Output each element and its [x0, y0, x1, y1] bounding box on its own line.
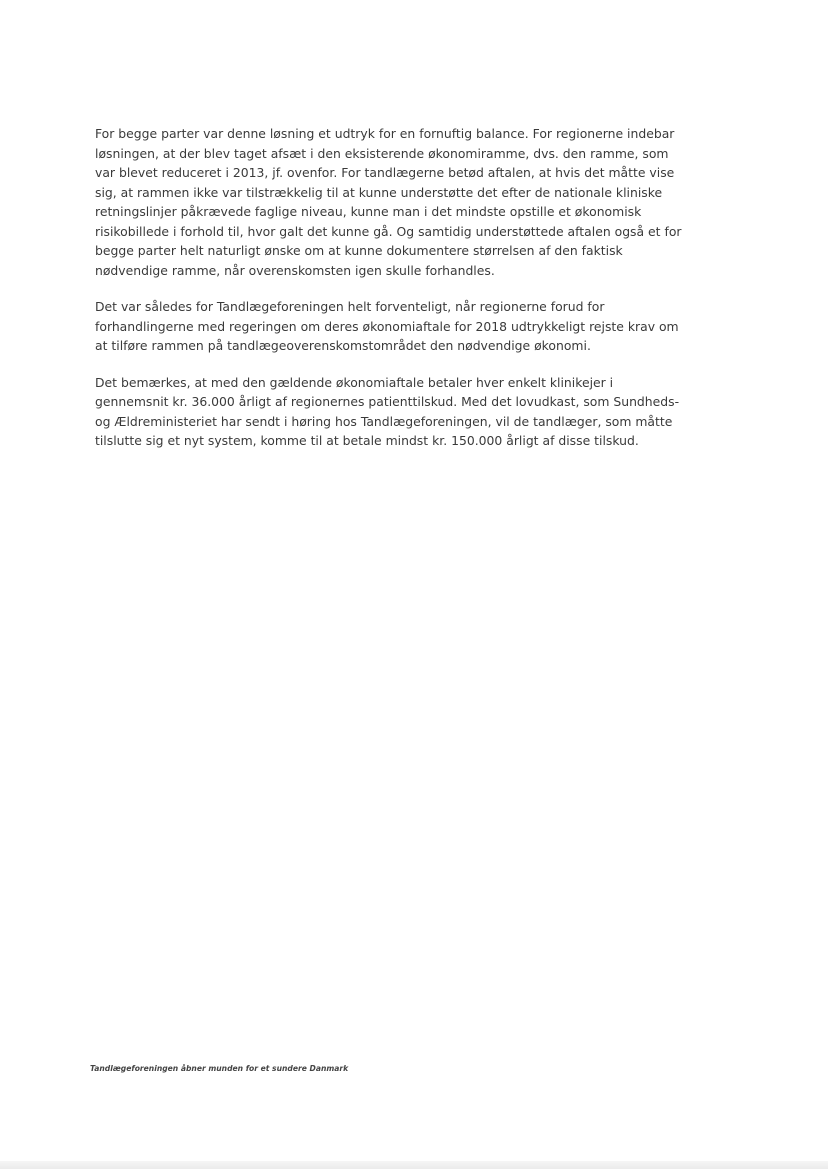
text-line: og Ældreministeriet har sendt i høring hos Tandlægeforeningen, vil de tandlæger, som måtte [95, 413, 673, 429]
paragraph-3 [95, 373, 745, 451]
text-line: risikobillede i forhold til, hvor galt det kunne gå. Og samtidig understøttede aftalen også et for [95, 223, 682, 239]
body-text [95, 124, 745, 468]
text-line: forhandlingerne med regeringen om deres økonomiaftale for 2018 udtrykkeligt rejste krav om [95, 318, 679, 334]
footer-tagline: Tandlægeforeningen åbner munden for et sundere Danmark [90, 1064, 349, 1073]
text-line: nødvendige ramme, når overenskomsten igen skulle forhandles. [95, 262, 495, 278]
text-line: For begge parter var denne løsning et udtryk for en fornuftig balance. For regionerne indebar [95, 126, 675, 141]
text-line: Det bemærkes, at med den gældende økonomiaftale betaler hver enkelt klinikejer i [95, 374, 614, 390]
text-line: begge parter helt naturligt ønske om at kunne dokumentere størrelsen af den faktisk [95, 243, 623, 258]
text-line: at tilføre rammen på tandlægeoverenskomstområdet den nødvendige økonomi. [95, 338, 591, 353]
paragraph-2 [95, 297, 745, 356]
text-line: gennemsnit kr. 36.000 årligt af regionernes patienttilskud. Med det lovudkast, som Sundheds- [95, 394, 680, 409]
text-line: tilslutte sig et nyt system, komme til at betale mindst kr. 150.000 årligt af disse tilskud. [95, 433, 639, 448]
text-line: var blevet reduceret i 2013, jf. ovenfor. For tandlægerne betød aftalen, at hvis det måtte vise [95, 165, 675, 180]
text-line: sig, at rammen ikke var tilstrækkelig til at kunne understøtte det efter de nationale kliniske [95, 184, 663, 200]
scan-bottom-edge [0, 1161, 828, 1169]
text-line: retningslinjer påkrævede faglige niveau, kunne man i det mindste opstille et økonomisk [95, 204, 642, 219]
paragraph-1 [95, 124, 745, 280]
text-line: Det var således for Tandlægeforeningen helt forventeligt, når regionerne forud for [95, 299, 605, 314]
text-line: løsningen, at der blev taget afsæt i den eksisterende økonomiramme, dvs. den ramme, som [95, 145, 669, 161]
